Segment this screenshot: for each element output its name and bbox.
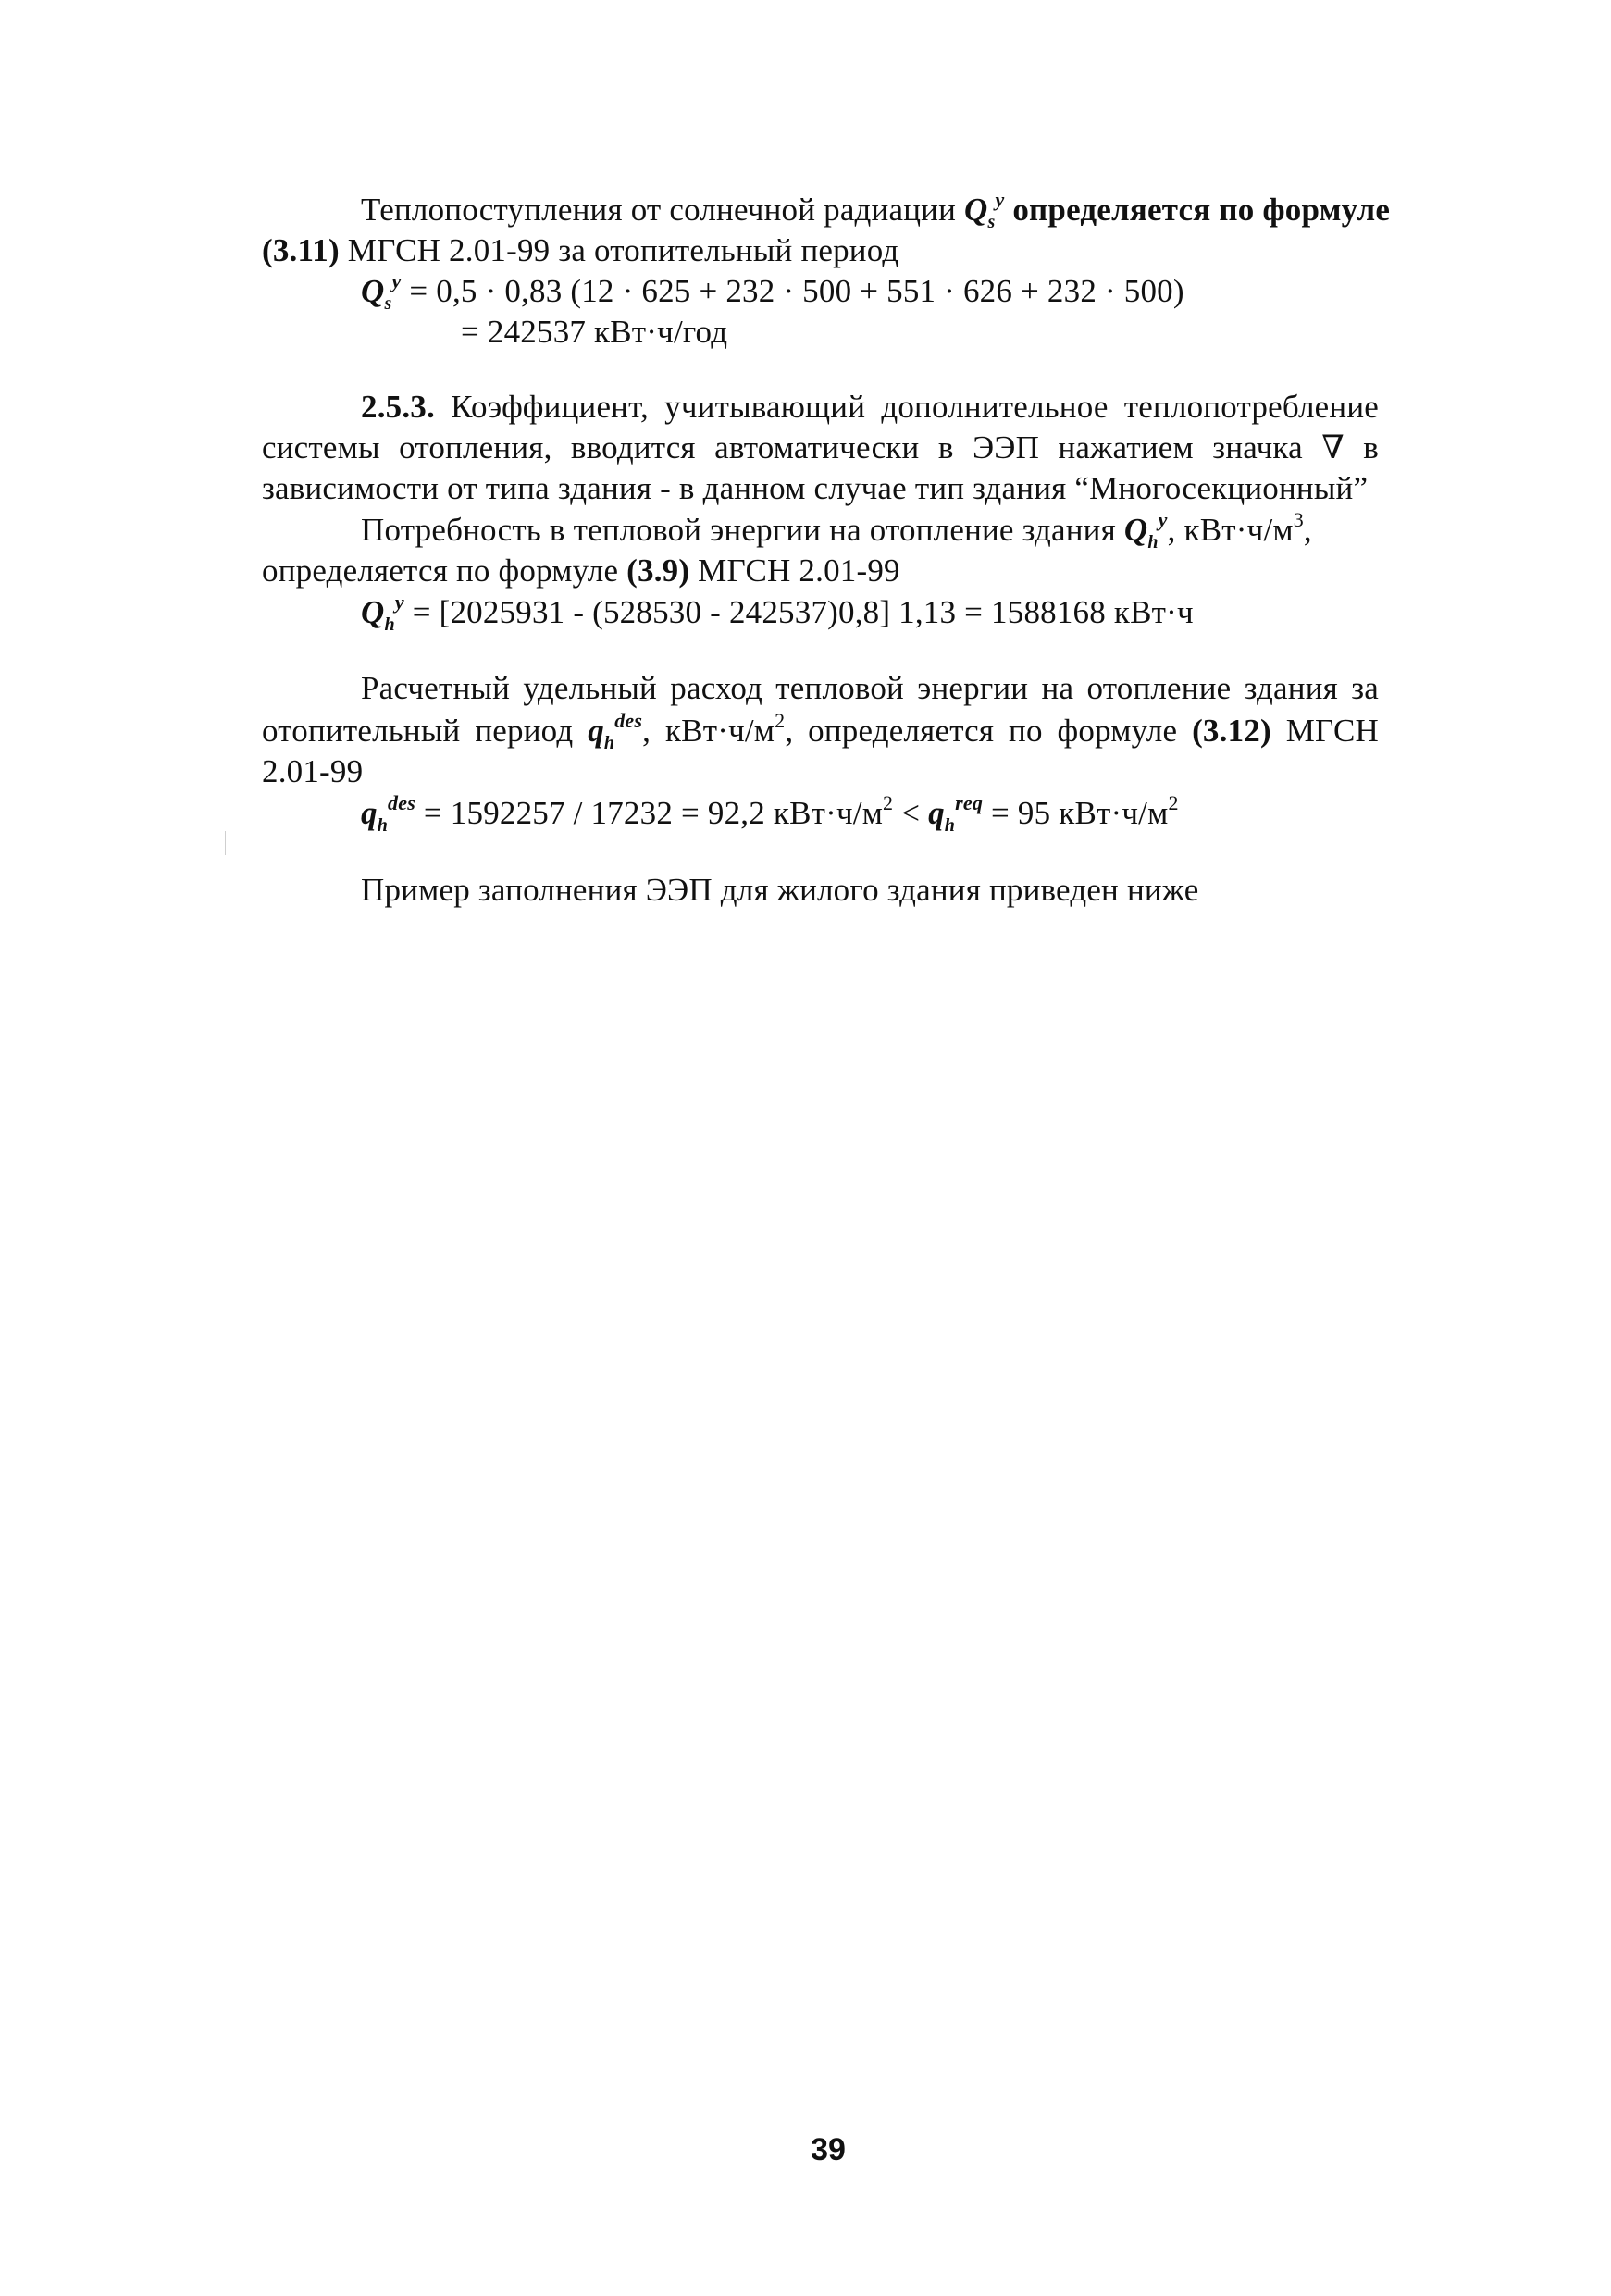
formula-result: = 242537 кВт·ч/год (461, 314, 728, 350)
text: отопительный период (262, 713, 589, 749)
formula-2 (361, 592, 1194, 645)
p4-line1 (262, 668, 1379, 709)
text: , кВт·ч/м (1167, 512, 1294, 548)
formula-ref: (3.12) (1192, 713, 1271, 749)
text: МГСН (1270, 713, 1380, 749)
superscript: 2 (883, 791, 894, 814)
formula-ref: (3.11) (262, 232, 340, 268)
q-letter: Q (361, 273, 385, 309)
p4-line3 (262, 751, 363, 792)
formula-1-result (461, 312, 727, 353)
p5-line1 (361, 870, 1198, 911)
q-letter: q (588, 713, 604, 749)
q-letter: q (361, 795, 378, 831)
text: МГСН 2.01-99 за отопительный период (339, 232, 899, 268)
subscript: h (384, 614, 395, 635)
superscript: req (955, 791, 984, 814)
text: системы отопления, вводится автоматически в ЭЭП нажатием значка ∇ в (262, 429, 1379, 465)
formula-ref: (3.9) (626, 552, 690, 589)
text: зависимости от типа здания - в данном случае тип здания “Многосекционный” (262, 470, 1369, 506)
text: Пример заполнения ЭЭП для жилого здания приведен ниже (361, 872, 1199, 908)
q-letter: Q (1123, 512, 1148, 548)
less-than: < (893, 795, 929, 831)
q-letter: Q (963, 192, 988, 228)
text: , определяется по формуле (785, 713, 1193, 749)
text: Потребность в тепловой энергии на отопление здания (361, 512, 1124, 548)
superscript: 2 (1168, 791, 1179, 814)
formula-rhs: = 1592257 / 17232 = 92,2 кВт·ч/м (415, 795, 884, 831)
superscript: des (614, 709, 643, 732)
superscript: 2 (775, 709, 786, 732)
formula-3 (361, 793, 1179, 846)
text: 2.01-99 (262, 753, 364, 789)
text: Коэффициент, учитывающий дополнительное теплопотребление (434, 389, 1379, 425)
text: Расчетный удельный расход тепловой энергии на отопление здания за (361, 670, 1379, 706)
q-symbol (963, 188, 1005, 232)
q-letter: q (928, 795, 945, 831)
q-symbol (588, 709, 643, 753)
q-symbol (361, 791, 415, 836)
superscript: y (995, 188, 1005, 211)
page-number: 39 (811, 2132, 846, 2167)
subscript: h (603, 733, 615, 753)
text: Теплопоступления от солнечной радиации (361, 192, 964, 228)
text: определяется по формуле (262, 552, 627, 589)
p2-line2 (262, 428, 1379, 468)
subscript: s (987, 212, 996, 232)
p4-line2 (262, 711, 1379, 763)
superscript: des (388, 791, 415, 814)
text: определяется по формуле (1004, 192, 1391, 228)
superscript: y (1158, 508, 1168, 531)
text: , (1303, 512, 1312, 548)
q-letter: Q (361, 594, 385, 630)
scan-margin-mark (225, 831, 226, 855)
text: МГСН 2.01-99 (689, 552, 900, 589)
subscript: h (1147, 532, 1159, 552)
p2-line3 (262, 468, 1368, 509)
superscript: y (391, 269, 402, 292)
q-symbol (361, 269, 402, 314)
formula-end: = 95 кВт·ч/м (983, 795, 1169, 831)
subscript: s (384, 293, 392, 314)
superscript: y (394, 590, 404, 614)
q-symbol (928, 791, 984, 836)
subscript: h (377, 815, 389, 836)
formula-rhs: = [2025931 - (528530 - 242537)0,8] 1,13 = 1588168 кВт·ч (403, 594, 1194, 630)
text: , кВт·ч/м (642, 713, 775, 749)
superscript: 3 (1293, 508, 1304, 531)
section-number: 2.5.3. (361, 389, 435, 425)
subscript: h (944, 815, 956, 836)
q-symbol (361, 590, 404, 635)
q-symbol (1123, 508, 1168, 552)
p3-line2 (262, 551, 900, 591)
p1-line2 (262, 230, 898, 271)
formula-rhs: = 0,5 · 0,83 (12 · 625 + 232 · 500 + 551 · 626 + 232 · 500) (401, 273, 1184, 309)
p2-line1 (262, 387, 1379, 428)
